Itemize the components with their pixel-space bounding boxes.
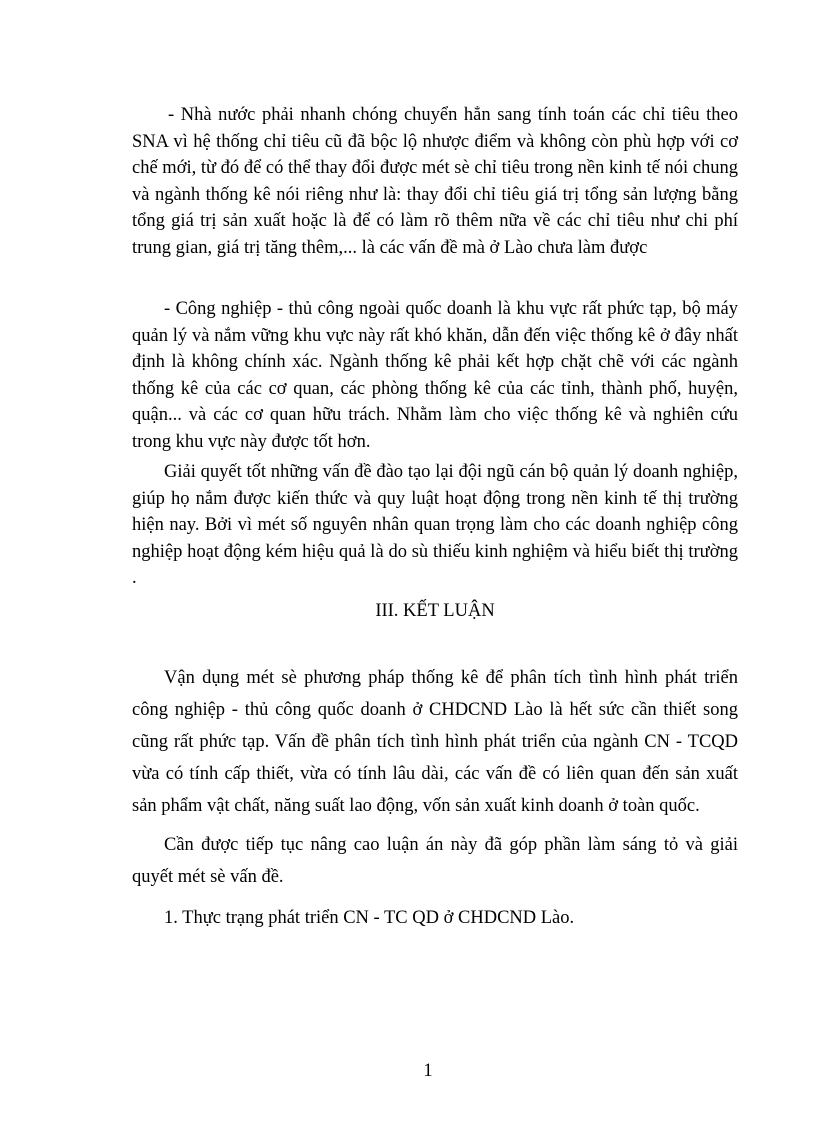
page-number: 1	[423, 1061, 433, 1081]
paragraph-non-state-industry: - Công nghiệp - thủ công ngoài quốc doanh là khu vực rất phức tạp, bộ máy quản lý và nắm vững khu vực này rất khó khăn, dẫn đến việc thống kê ở đây nhất định là không chính xác. Ngành thống kê phải kết hợp chặt chẽ với các ngành thống kê của các cơ quan, các phòng thống kê của các tỉnh, thành phố, huyện, quận... và các cơ quan hữu trách. Nhằm làm cho việc thống kê và nghiên cứu trong khu vực này được tốt hơn.	[132, 299, 738, 452]
paragraph-sna-indicators: - Nhà nước phải nhanh chóng chuyển hẳn sang tính toán các chỉ tiêu theo SNA vì hệ thống chỉ tiêu cũ đã bộc lộ nhược điểm và không còn phù hợp với cơ chế mới, từ đó để có thể thay đổi được mét sè chỉ tiêu trong nền kinh tế nói chung và ngành thống kê nói riêng như là: thay đổi chỉ tiêu giá trị tổng sản lượng bằng tổng giá trị sản xuất hoặc là để có làm rõ thêm nữa về các chỉ tiêu như chi phí trung gian, giá trị tăng thêm,... là các vấn đề mà ở Lào chưa làm được	[132, 105, 738, 258]
section-heading-conclusion: III. KẾT LUẬN	[375, 601, 495, 621]
paragraph-conclusion-intro: Vận dụng mét sè phương pháp thống kê để phân tích tình hình phát triển công nghiệp - thủ công quốc doanh ở CHDCND Lào là hết sức cần thiết song cũng rất phức tạp. Vấn đề phân tích tình hình phát triển của ngành CN - TCQD vừa có tính cấp thiết, vừa có tính lâu dài, các vấn đề có liên quan đến sản xuất sản phẩm vật chất, năng suất lao động, vốn sản xuất kinh doanh ở toàn quốc.	[132, 668, 738, 816]
list-item-development-status: 1. Thực trạng phát triển CN - TC QD ở CHDCND Lào.	[164, 908, 575, 928]
paragraph-manager-training: Giải quyết tốt những vấn đề đào tạo lại đội ngũ cán bộ quản lý doanh nghiệp, giúp họ nắm được kiến thức và quy luật hoạt động trong nền kinh tế thị trường hiện nay. Bởi vì mét số nguyên nhân quan trọng làm cho các doanh nghiệp công nghiệp hoạt động kém hiệu quả là do sù thiếu kinh nghiệm và hiểu biết thị trường .	[132, 462, 738, 588]
paragraph-conclusion-contribution: Cần được tiếp tục nâng cao luận án này đã góp phần làm sáng tỏ và giải quyết mét sè vấn đề.	[132, 835, 738, 887]
